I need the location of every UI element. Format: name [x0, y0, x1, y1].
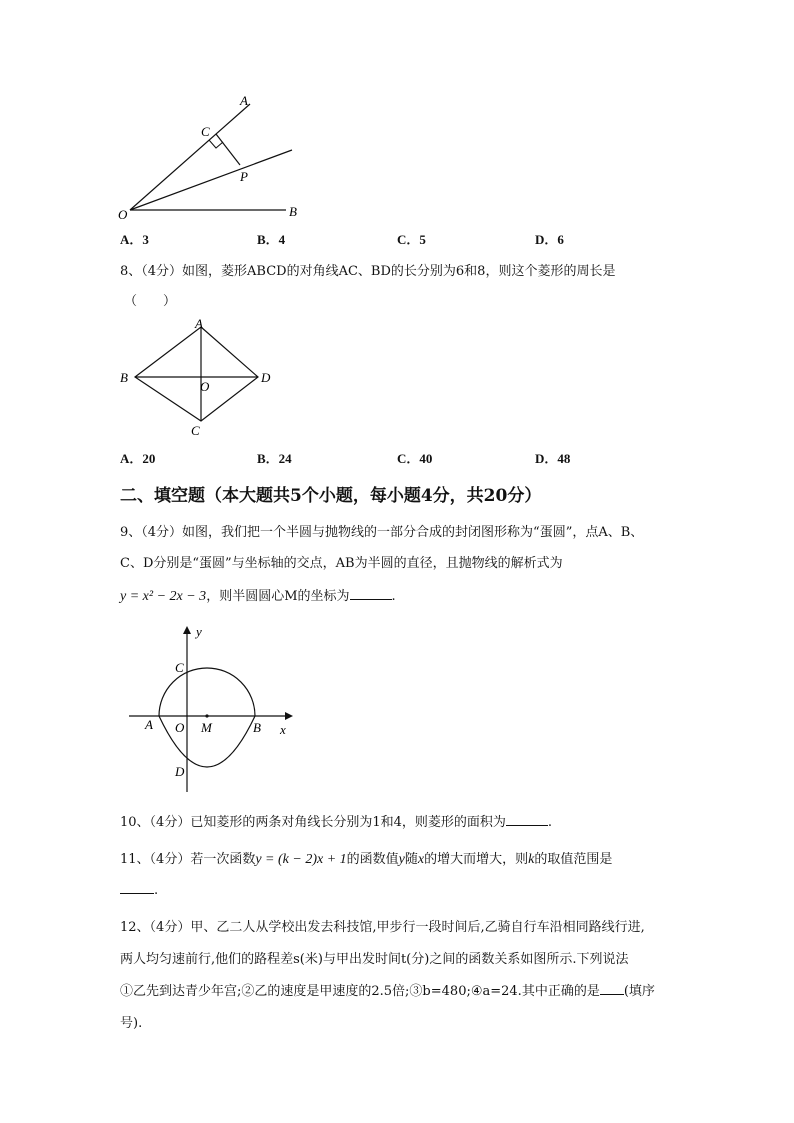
q12-question-line3 — [120, 980, 655, 999]
center-point-M — [205, 714, 208, 717]
q10-end: . — [547, 815, 552, 830]
label-A: A — [195, 316, 203, 331]
label-B: B — [253, 720, 261, 735]
label-C: C — [175, 660, 184, 675]
label-O: O — [118, 207, 128, 222]
q9-end: . — [391, 589, 396, 604]
ray-OP — [130, 150, 292, 210]
q8-question-line2: （ ） — [124, 294, 177, 309]
label-C: C — [191, 423, 200, 438]
x-axis-arrow — [285, 712, 293, 720]
q11-question-line1 — [120, 848, 612, 868]
q11-prefix: 11、（4分）若一次函数 — [120, 852, 256, 867]
rhombus-figure — [115, 315, 280, 440]
angle-bisector-figure — [110, 90, 310, 225]
q7-option-c: C．5 — [397, 232, 426, 247]
label-C: C — [201, 124, 210, 139]
label-x: x — [280, 722, 286, 737]
q11-formula: y = (k − 2)x + 1 — [255, 852, 347, 867]
q9-question-line1: 9、（4分）如图，我们把一个半圆与抛物线的一部分合成的封闭图形称为“蛋圆”，点A、B、 — [120, 525, 644, 540]
q9-question-line3 — [120, 585, 396, 605]
q11-text-1: 的函数值 — [346, 852, 399, 867]
q9-question-line2: C、D分别是“蛋圆”与坐标轴的交点，AB为半圆的直径，且抛物线的解析式为 — [120, 556, 563, 571]
q7-option-d: D．6 — [535, 232, 564, 247]
label-M: M — [201, 720, 212, 735]
answer-blank — [120, 881, 154, 894]
answer-blank — [600, 982, 624, 995]
q11-text-2: 随 — [404, 852, 418, 867]
ray-OA — [130, 104, 250, 210]
q12-question-line4: 号). — [120, 1016, 143, 1031]
q10-text: 10、（4分）已知菱形的两条对角线长分别为1和4，则菱形的面积为 — [120, 815, 506, 830]
label-O: O — [200, 379, 210, 394]
q8-option-b: B．24 — [257, 451, 292, 466]
y-axis-arrow — [183, 626, 191, 634]
label-B: B — [289, 204, 297, 219]
label-D: D — [261, 370, 271, 385]
q8-option-d: D．48 — [535, 451, 571, 466]
q11-text-3: 的增大而增大，则 — [424, 852, 529, 867]
semicircle — [159, 668, 255, 716]
egg-circle-figure — [125, 620, 305, 800]
label-A: A — [145, 717, 153, 732]
segment-CP — [216, 134, 240, 165]
q11-var-y: y — [398, 852, 405, 867]
q11-var-k: k — [528, 852, 535, 867]
label-y: y — [196, 624, 202, 639]
label-P: P — [240, 169, 248, 184]
q11-var-x: x — [417, 852, 425, 867]
answer-blank — [350, 587, 392, 600]
rhombus-ABCD — [135, 327, 258, 421]
q8-question-line1: 8、（4分）如图，菱形ABCD的对角线AC、BD的长分别为6和8，则这个菱形的周长是 — [120, 264, 616, 279]
q7-option-b: B．4 — [257, 232, 286, 247]
q12-question-line1: 12、（4分）甲、乙二人从学校出发去科技馆,甲步行一段时间后,乙骑自行车沿相同路线行进, — [120, 920, 645, 935]
q8-option-c: C．40 — [397, 451, 433, 466]
q10-question — [120, 811, 552, 830]
label-D: D — [175, 764, 185, 779]
q12-question-line2: 两人均匀速前行,他们的路程差s(米)与甲出发时间t(分)之间的函数关系如图所示.下列说法 — [120, 952, 629, 967]
q12-text-a: ①乙先到达青少年宫;②乙的速度是甲速度的2.5倍;③b=480;④a=24.其中正确的是 — [120, 984, 600, 999]
answer-blank — [506, 813, 548, 826]
label-O: O — [175, 720, 185, 735]
q9-formula: y = x² − 2x − 3 — [120, 589, 207, 604]
label-B: B — [120, 370, 128, 385]
q11-end: . — [154, 883, 159, 898]
section-heading: 二、填空题（本大题共5个小题，每小题4分，共20分） — [120, 486, 542, 506]
label-A: A — [240, 93, 248, 108]
q8-option-a: A．20 — [120, 451, 156, 466]
q11-question-line2 — [120, 881, 158, 898]
q9-question-text: ，则半圆圆心M的坐标为 — [206, 589, 350, 604]
q11-text-4: 的取值范围是 — [534, 852, 613, 867]
q12-text-b: (填序 — [623, 984, 655, 999]
q7-option-a: A．3 — [120, 232, 149, 247]
